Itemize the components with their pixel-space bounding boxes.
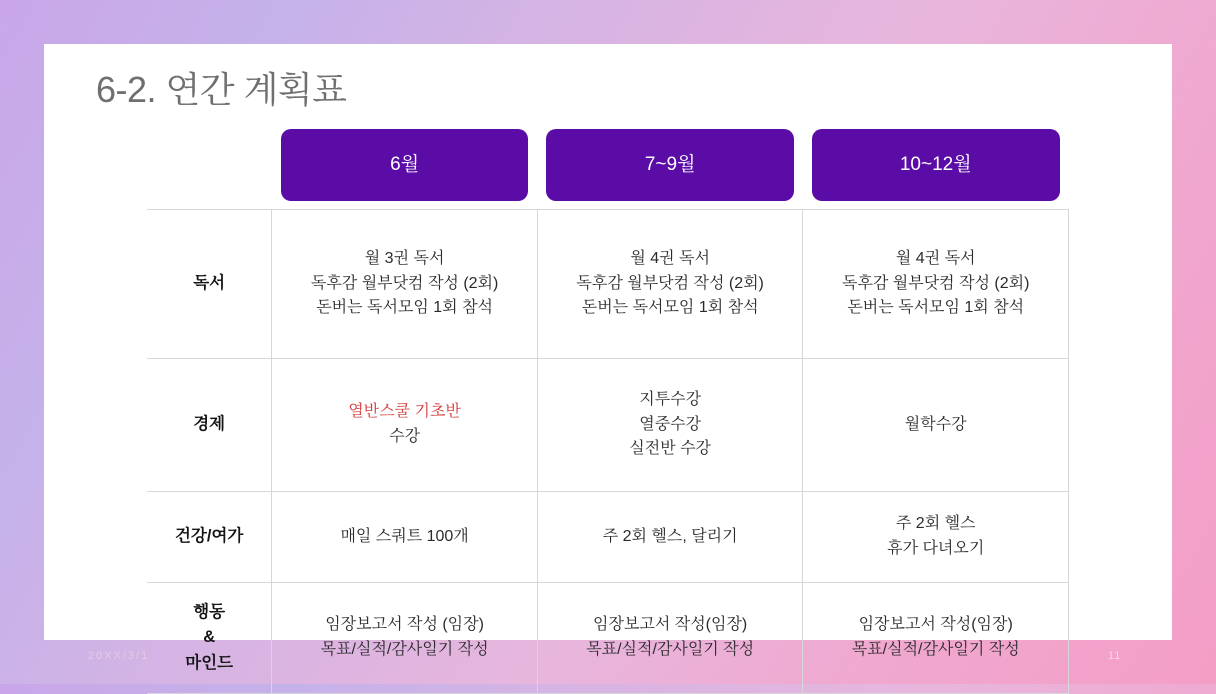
cell-reading-jul-sep	[537, 210, 803, 359]
cell-line: 매일 스쿼트 100개	[340, 527, 469, 545]
table-row	[147, 583, 1069, 694]
cell-line: 돈버는 독서모임 1회 참석	[581, 299, 759, 317]
cell-line: 독후감 월부닷컴 작성 (2회)	[841, 274, 1030, 292]
cell-health-jul-sep	[537, 492, 803, 583]
period-pill-2: 7~9월	[546, 129, 794, 201]
period-pill-1: 6월	[281, 129, 529, 201]
cell-action-jun	[272, 583, 538, 694]
cell-economy-oct-dec	[803, 359, 1069, 492]
cell-line: 주 2회 헬스, 달리기	[602, 527, 738, 545]
cell-economy-jun	[272, 359, 538, 492]
cell-line: 목표/실적/감사일기 작성	[586, 641, 755, 658]
cell-line: 임장보고서 작성 (임장)	[325, 616, 484, 634]
cell-line: 휴가 다녀오기	[887, 540, 985, 557]
period-header-cell-2	[537, 129, 803, 210]
cell-line: 임장보고서 작성(임장)	[593, 616, 748, 634]
period-header-cell-3	[803, 129, 1069, 210]
cell-line: 목표/실적/감사일기 작성	[851, 641, 1020, 658]
cell-line: 행동	[193, 602, 226, 621]
cell-line: 수강	[389, 428, 421, 445]
cell-line: 실전반 수강	[629, 440, 712, 458]
period-pill-3: 10~12월	[812, 129, 1060, 201]
cell-line: &	[203, 628, 216, 647]
cell-line-highlighted: 열반스쿨 기초반	[348, 403, 461, 421]
cell-line: 지투수강	[639, 390, 702, 408]
cell-line: 주 2회 헬스	[895, 515, 976, 533]
cell-health-jun	[272, 492, 538, 583]
row-label-health: 건강/여가	[147, 492, 272, 583]
table-header-row	[147, 129, 1069, 210]
cell-line: 마인드	[185, 653, 234, 672]
table-row	[147, 210, 1069, 359]
footer-date: 20XX/3/1	[88, 650, 150, 662]
table-row	[147, 492, 1069, 583]
page-title: 6-2. 연간 계획표	[96, 69, 347, 110]
cell-reading-jun	[272, 210, 538, 359]
cell-line: 돈버는 독서모임 1회 참석	[847, 299, 1025, 317]
annual-plan-table-wrapper	[147, 129, 1117, 694]
cell-economy-jul-sep	[537, 359, 803, 492]
cell-action-jul-sep	[537, 583, 803, 694]
cell-line: 목표/실적/감사일기 작성	[320, 641, 489, 658]
cell-line: 월 4권 독서	[630, 249, 710, 267]
annual-plan-table	[147, 129, 1069, 694]
cell-line: 월학수강	[904, 415, 967, 433]
table-row	[147, 359, 1069, 492]
cell-action-oct-dec	[803, 583, 1069, 694]
cell-line: 열중수강	[639, 415, 702, 433]
cell-line: 돈버는 독서모임 1회 참석	[316, 299, 493, 317]
cell-line: 독후감 월부닷컴 작성 (2회)	[310, 274, 499, 292]
cell-line: 월 3권 독서	[364, 249, 445, 267]
cell-line: 임장보고서 작성(임장)	[858, 616, 1013, 634]
cell-line: 독후감 월부닷컴 작성 (2회)	[576, 274, 764, 292]
cell-reading-oct-dec	[803, 210, 1069, 359]
header-spacer-cell	[147, 129, 272, 210]
row-label-action-mind	[147, 583, 272, 694]
period-header-cell-1	[272, 129, 538, 210]
cell-health-oct-dec	[803, 492, 1069, 583]
row-label-reading: 독서	[147, 210, 272, 359]
row-label-economy: 경제	[147, 359, 272, 492]
page-number: 11	[1108, 650, 1122, 662]
cell-line: 월 4권 독서	[895, 249, 976, 267]
